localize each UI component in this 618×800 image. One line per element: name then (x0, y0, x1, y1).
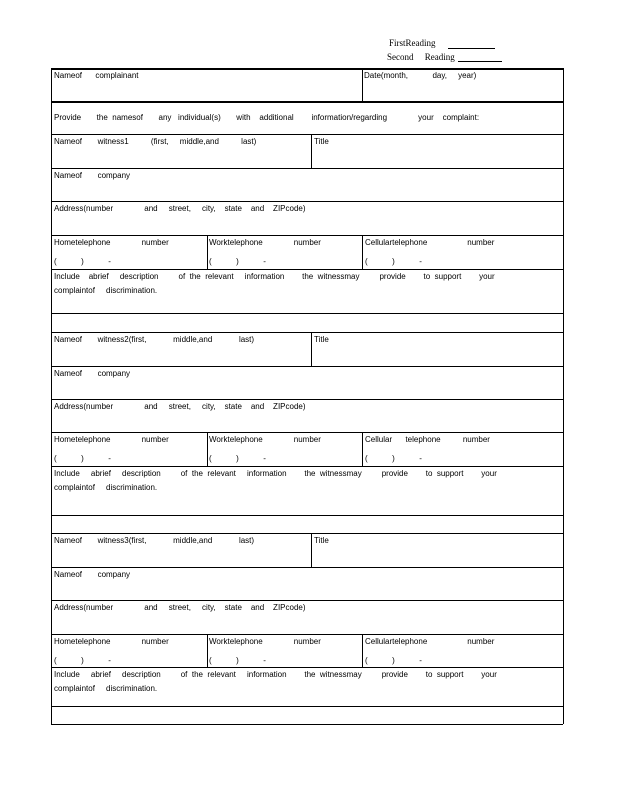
witness3-description-label-cont: complaintof discrimination. (54, 684, 158, 693)
witness2-description-field[interactable] (52, 495, 562, 532)
witness1-cell-phone-field[interactable]: ( ) - (365, 257, 422, 266)
rule (51, 101, 563, 103)
rule (51, 724, 563, 725)
witness2-address-label: Address(number and street, city, state and ZIPcode) (54, 402, 306, 411)
rule (51, 667, 563, 668)
witness1-work-phone-field[interactable]: ( ) - (209, 257, 266, 266)
divider (362, 432, 363, 466)
rule (51, 399, 563, 400)
complainant-name-field[interactable] (52, 82, 361, 100)
witness2-cell-phone-field[interactable]: ( ) - (365, 454, 422, 463)
second-reading-line[interactable] (458, 61, 502, 62)
rule (51, 567, 563, 568)
rule (51, 600, 563, 601)
witness1-work-phone-label: Worktelephone number (209, 238, 321, 247)
witness2-description-label: Include abrief description of the relevant information the witnessmay provide to support your (54, 469, 497, 478)
witness2-cell-phone-label: Cellular telephone number (365, 435, 490, 444)
witness1-title-label: Title (314, 137, 329, 146)
rule (51, 466, 563, 467)
witness2-home-phone-label: Hometelephone number (54, 435, 169, 444)
witness1-company-label: Nameof company (54, 171, 131, 180)
rule (51, 201, 563, 202)
witness1-home-phone-label: Hometelephone number (54, 238, 169, 247)
witness2-title-field[interactable] (312, 346, 562, 365)
witness3-work-phone-label: Worktelephone number (209, 637, 321, 646)
second-reading-label: Second Reading (387, 52, 455, 62)
witness1-name-label: Nameof witness1 (first, middle,and last) (54, 137, 257, 146)
complaint-date-field[interactable] (363, 82, 562, 100)
form-right-border (563, 68, 564, 724)
rule (51, 432, 563, 433)
rule (51, 634, 563, 635)
divider (207, 432, 208, 466)
witness3-description-label: Include abrief description of the relevant information the witnessmay provide to support your (54, 670, 497, 679)
witness1-company-field[interactable] (52, 182, 562, 200)
witness2-name-label: Nameof witness2(first, middle,and last) (54, 335, 255, 344)
divider (362, 634, 363, 667)
witness3-name-field[interactable] (52, 547, 310, 566)
witness3-company-field[interactable] (52, 581, 562, 599)
witness2-title-label: Title (314, 335, 329, 344)
complaint-date-label: Date(month, day, year) (364, 71, 477, 80)
witness2-company-field[interactable] (52, 380, 562, 398)
witness3-cell-phone-label: Cellulartelephone number (365, 637, 495, 646)
witness2-home-phone-field[interactable]: ( ) - (54, 454, 111, 463)
rule (51, 235, 563, 236)
witness2-company-label: Nameof company (54, 369, 131, 378)
rule (51, 68, 563, 70)
witness3-address-field[interactable] (52, 614, 562, 633)
witness1-address-label: Address(number and street, city, state and ZIPcode) (54, 204, 306, 213)
witness3-address-label: Address(number and street, city, state and ZIPcode) (54, 603, 306, 612)
divider (207, 235, 208, 269)
divider (207, 634, 208, 667)
rule (51, 366, 563, 367)
witness3-home-phone-label: Hometelephone number (54, 637, 169, 646)
witness2-work-phone-field[interactable]: ( ) - (209, 454, 266, 463)
rule (51, 269, 563, 270)
witness3-home-phone-field[interactable]: ( ) - (54, 656, 111, 665)
witness3-company-label: Nameof company (54, 570, 131, 579)
provide-names-label: Provide the namesof any individual(s) with additional information/regarding your complaint: (54, 113, 480, 122)
witness3-name-label: Nameof witness3(first, middle,and last) (54, 536, 255, 545)
witness1-address-field[interactable] (52, 215, 562, 234)
witness3-title-field[interactable] (312, 547, 562, 566)
witness1-home-phone-field[interactable]: ( ) - (54, 257, 111, 266)
witness1-description-label-cont: complaintof discrimination. (54, 286, 158, 295)
witness2-description-label-cont: complaintof discrimination. (54, 483, 158, 492)
complainant-name-label: Nameof complainant (54, 71, 139, 80)
witness2-name-field[interactable] (52, 346, 310, 365)
witness2-work-phone-label: Worktelephone number (209, 435, 321, 444)
witness3-description-field[interactable] (52, 696, 562, 723)
witness3-title-label: Title (314, 536, 329, 545)
rule (51, 332, 563, 333)
witness1-cell-phone-label: Cellulartelephone number (365, 238, 495, 247)
witness2-address-field[interactable] (52, 413, 562, 431)
witness1-name-field[interactable] (52, 148, 310, 167)
first-reading-label: FirstReading (389, 38, 436, 48)
rule (51, 134, 563, 135)
rule (51, 168, 563, 169)
witness3-cell-phone-field[interactable]: ( ) - (365, 656, 422, 665)
first-reading-line[interactable] (448, 48, 495, 49)
divider (362, 235, 363, 269)
witness1-description-field[interactable] (52, 298, 562, 331)
witness1-description-label: Include abrief description of the relevant information the witnessmay provide to support your (54, 272, 495, 281)
rule (51, 533, 563, 534)
witness1-title-field[interactable] (312, 148, 562, 167)
witness3-work-phone-field[interactable]: ( ) - (209, 656, 266, 665)
